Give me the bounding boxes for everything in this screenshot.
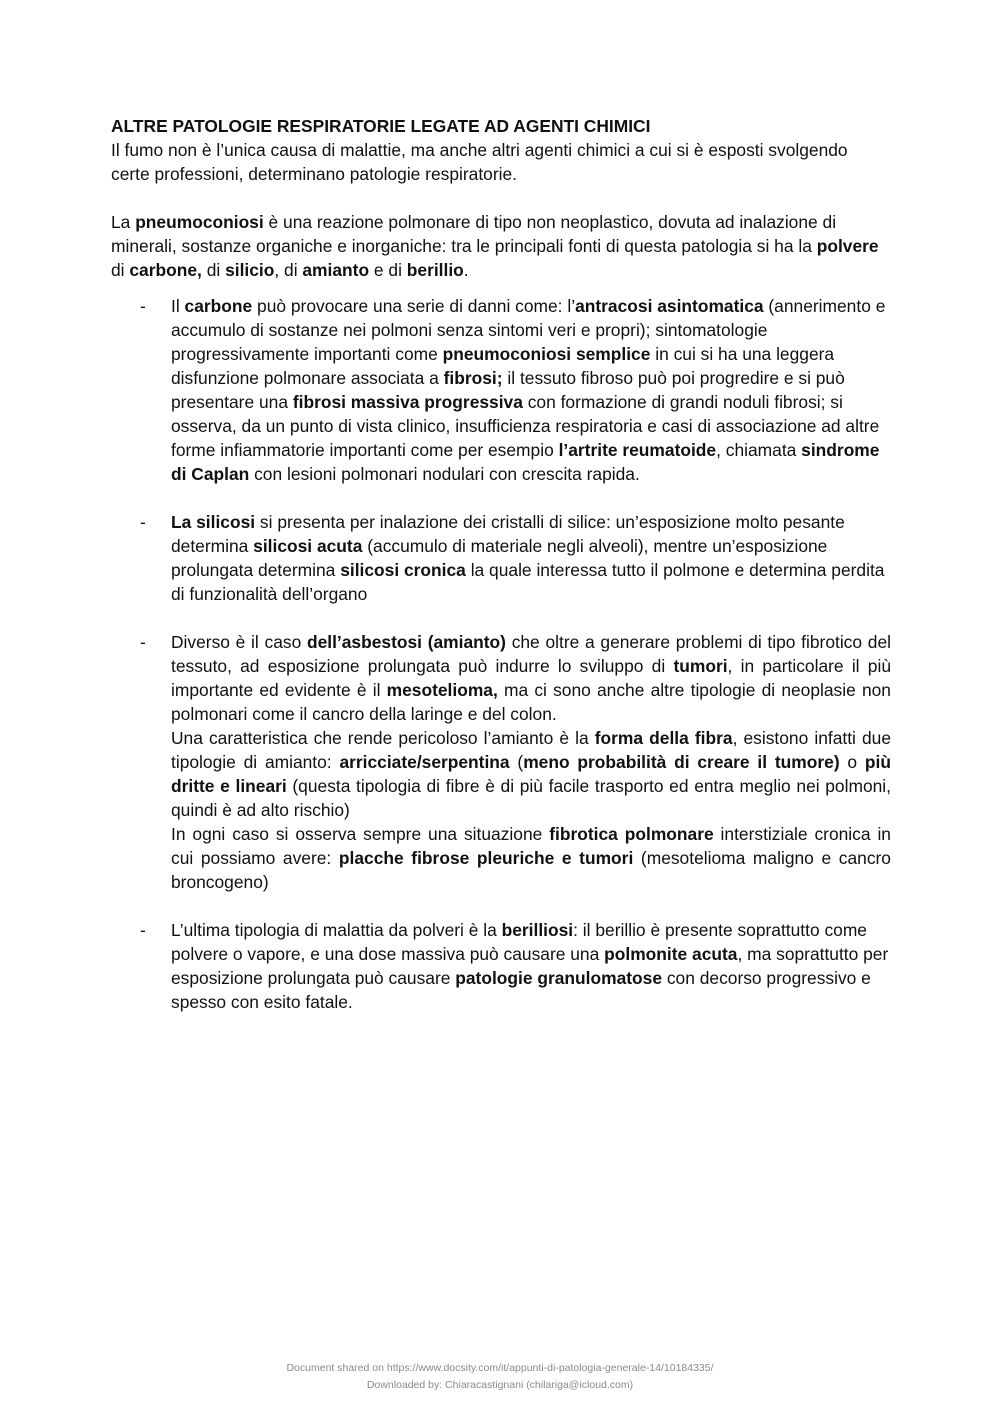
bullet-list [111, 294, 891, 1014]
bold-term: fibrosi massiva progressiva [292, 392, 523, 412]
text-run: . [463, 260, 469, 280]
text-run: può provocare una serie di danni come: l’ [252, 296, 576, 316]
text-run: (questa tipologia di fibre è di più facile trasporto ed entra meglio nei polmoni, quindi è ad alto rischio) [171, 776, 891, 820]
bold-term: pneumoconiosi semplice [442, 344, 651, 364]
bold-term: tumori [673, 656, 728, 676]
text-run: In ogni caso si osserva sempre una situazione [171, 824, 550, 844]
text-run: (annerimento e accumulo di sostanze nei polmoni senza sintomi veri e propri); sintomatologie progressivamente importanti come [171, 296, 886, 364]
text-run: : il berillio è presente soprattutto come polvere o vapore, e una dose massiva può causare una [171, 920, 867, 964]
bold-term: amianto [302, 260, 370, 280]
text-run: si presenta per inalazione dei cristalli di silice: un’esposizione molto pesante determina [171, 512, 845, 556]
text-run: o [839, 752, 865, 772]
bold-term: berilliosi [501, 920, 574, 940]
bullet-dash: - [140, 512, 146, 532]
bullet-paragraph [171, 822, 891, 894]
bullet-paragraph [171, 630, 891, 726]
bold-term: polmonite acuta [604, 944, 738, 964]
paragraph-spacer [111, 486, 891, 510]
paragraph-spacer [111, 894, 891, 918]
paragraph-spacer [111, 282, 891, 294]
bold-term: mesotelioma, [386, 680, 498, 700]
text-run: interstiziale cronica in cui possiamo avere: [171, 824, 891, 868]
bullet-dash: - [140, 920, 146, 940]
bold-term: berillio [406, 260, 464, 280]
bullet-dash: - [140, 632, 146, 652]
text-run: ( [509, 752, 524, 772]
bold-term: fibrotica polmonare [549, 824, 714, 844]
bold-term: arricciate/serpentina [339, 752, 510, 772]
text-run: , ma soprattutto per esposizione prolungata può causare [171, 944, 889, 988]
text-run: Diverso è il caso [171, 632, 307, 652]
intro-paragraph: Il fumo non è l’unica causa di malattie, ma anche altri agenti chimici a cui si è esposti svolgendo certe professioni, determinano patologie respiratorie. [111, 140, 848, 184]
pneumoconiosi-paragraph [111, 210, 891, 282]
bold-term: forma della fibra [594, 728, 733, 748]
text-run: , chiamata [716, 440, 802, 460]
text-run: con decorso progressivo e spesso con esito fatale. [171, 968, 871, 1012]
bold-term: carbone, [129, 260, 202, 280]
text-run: è una reazione polmonare di tipo non neoplastico, dovuta ad inalazione di minerali, sostanze organiche e inorganiche: tra le principali fonti di questa patologia si ha la [111, 212, 837, 256]
bold-term: polvere [816, 236, 879, 256]
bold-term: antracosi asintomatica [575, 296, 764, 316]
text-run: , in particolare il più importante ed evidente è il [171, 656, 891, 700]
text-run: di [201, 260, 226, 280]
text-run: con lesioni polmonari nodulari con crescita rapida. [249, 464, 640, 484]
text-run: , di [274, 260, 303, 280]
bold-term: silicosi acuta [253, 536, 363, 556]
bullet-item [111, 918, 891, 1014]
bold-term: più dritte e lineari [171, 752, 891, 796]
text-run: di [111, 260, 130, 280]
bold-term: dell’asbestosi (amianto) [306, 632, 506, 652]
bold-term: fibrosi; [443, 368, 503, 388]
text-run: Il [171, 296, 185, 316]
bullet-item [111, 510, 891, 606]
text-run: (mesotelioma maligno e cancro broncogeno) [171, 848, 891, 892]
bullet-paragraph [171, 294, 891, 486]
text-run: L’ultima tipologia di malattia da polveri è la [171, 920, 502, 940]
bold-term: La silicosi [171, 512, 256, 532]
bold-term: patologie granulomatose [455, 968, 663, 988]
bullet-dash: - [140, 296, 146, 316]
text-run: che oltre a generare problemi di tipo fibrotico del tessuto, ad esposizione prolungata può indurre lo sviluppo di [171, 632, 891, 676]
section-title: ALTRE PATOLOGIE RESPIRATORIE LEGATE AD AGENTI CHIMICI [111, 116, 651, 136]
document-body [111, 114, 891, 1014]
text-run: con formazione di grandi noduli fibrosi; si osserva, da un punto di vista clinico, insufficienza respiratoria e casi di associazione ad altre forme infiammatorie importanti come per esempio [171, 392, 880, 460]
bold-term: pneumoconiosi [135, 212, 264, 232]
text-run: ma ci sono anche altre tipologie di neoplasie non polmonari come il cancro della laringe e del colon. [171, 680, 891, 724]
text-run: , esistono infatti due tipologie di amianto: [171, 728, 892, 772]
bold-term: silicosi cronica [340, 560, 466, 580]
bold-term: carbone [184, 296, 253, 316]
bold-term: l’artrite reumatoide [558, 440, 717, 460]
paragraph-spacer [111, 606, 891, 630]
bold-term: placche fibrose pleuriche e tumori [338, 848, 634, 868]
bullet-item [111, 630, 891, 894]
text-run: (accumulo di materiale negli alveoli), mentre un’esposizione prolungata determina [171, 536, 828, 580]
bullet-paragraph [171, 510, 891, 606]
paragraph-spacer [111, 186, 891, 210]
bullet-paragraph [171, 918, 891, 1014]
text-run: e di [369, 260, 407, 280]
bullet-paragraph [171, 726, 891, 822]
footer-downloaded-line: Downloaded by: Chiaracastignani (chilariga@icloud.com) [366, 1379, 634, 1391]
text-run: La [111, 212, 136, 232]
text-run: la quale interessa tutto il polmone e determina perdita di funzionalità dell’organo [171, 560, 885, 604]
text-run: Una caratteristica che rende pericoloso l’amianto è la [171, 728, 595, 748]
text-run: il tessuto fibroso può poi progredire e si può presentare una [171, 368, 845, 412]
bold-term: sindrome di Caplan [171, 440, 880, 484]
footer-shared-line: Document shared on https://www.docsity.com/it/appunti-di-patologia-generale-14/10184335/ [286, 1362, 714, 1374]
bullet-item [111, 294, 891, 486]
bold-term: silicio [225, 260, 275, 280]
bold-term: meno probabilità di creare il tumore) [523, 752, 840, 772]
text-run: in cui si ha una leggera disfunzione polmonare associata a [171, 344, 835, 388]
